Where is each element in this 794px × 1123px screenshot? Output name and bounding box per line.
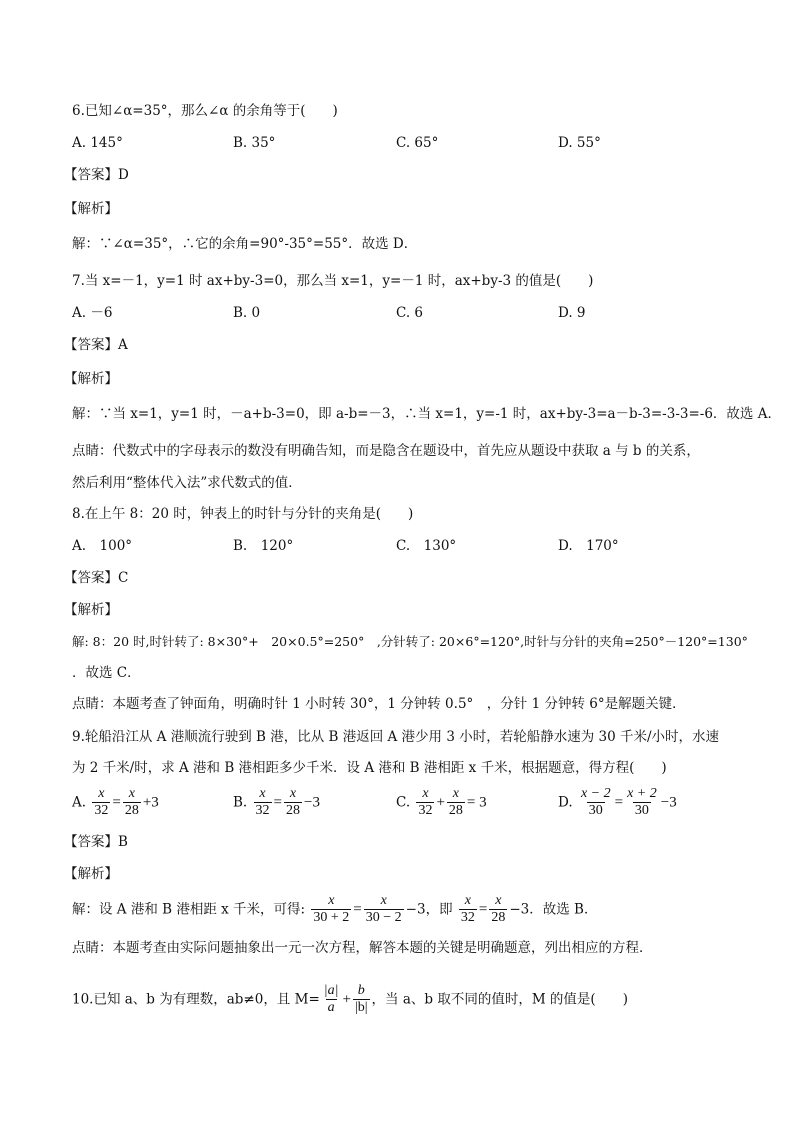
- q9-solution: 解：设 A 港和 B 港相距 x 千米，可得: $\frac{x}{30 + 2}$ = $\frac{x}{30 - 2}$ −3，即 $\frac{x}{32}$ = $\frac{x}{28}$ −3．故选 B．: [72, 893, 598, 925]
- q6-analysis-label: 【解析】: [64, 201, 118, 217]
- q6-option-c: C. 65°: [396, 135, 439, 151]
- question-7-stem: 7.当 x=－1，y=1 时 ax+by-3=0，那么当 x=1，y=－1 时，ax+by-3 的值是( ): [72, 273, 594, 289]
- q7-comment-line-1: 点睛：代数式中的字母表示的数没有明确告知，而是隐含在题设中，首先应从题设中获取 a 与 b 的关系，: [72, 443, 700, 459]
- q9-comment: 点睛：本题考查由实际问题抽象出一元一次方程，解答本题的关键是明确题意，列出相应的方程．: [72, 940, 653, 956]
- question-10-stem: 10.已知 a、b 为有理数，ab≠0，且 M= $\frac{|a|}{a}$ + $\frac{b}{|b|}$ ，当 a、b 取不同的值时，M 的值是( ): [72, 983, 628, 1015]
- fraction: $\frac{x}{28}$: [124, 786, 139, 818]
- fraction: $\frac{|a|}{a}$: [323, 983, 339, 1015]
- q8-option-d: D. 170°: [558, 538, 619, 554]
- question-6-stem: 6.已知∠α=35°，那么∠α 的余角等于( ): [72, 103, 338, 119]
- q8-answer: 【答案】C: [64, 570, 129, 586]
- q8-option-b: B. 120°: [233, 538, 294, 554]
- question-8-stem: 8.在上午 8：20 时，钟表上的时针与分针的夹角是( ): [72, 506, 414, 522]
- fraction: $\frac{b}{|b|}$: [354, 983, 368, 1015]
- question-9-stem-line-2: 为 2 千米/时，求 A 港和 B 港相距多少千米．设 A 港和 B 港相距 x 千米，根据题意，得方程( ): [72, 760, 667, 776]
- fraction: $\frac{x}{32}$: [418, 786, 433, 818]
- q9-option-a: A. $\frac{x}{32}$ = $\frac{x}{28}$ +3: [72, 786, 159, 818]
- q7-answer: 【答案】A: [64, 337, 128, 353]
- q9-answer: 【答案】B: [64, 834, 128, 850]
- q7-option-d: D. 9: [558, 305, 586, 321]
- q6-solution: 解：∵∠α=35°，∴它的余角=90°-35°=55°．故选 D．: [72, 236, 418, 252]
- fraction: $\frac{x}{30 - 2}$: [365, 893, 402, 925]
- q8-analysis-label: 【解析】: [64, 602, 118, 618]
- q6-answer: 【答案】D: [64, 167, 129, 183]
- q7-option-b: B. 0: [233, 305, 261, 321]
- fraction: $\frac{x}{28}$: [448, 786, 463, 818]
- q9-analysis-label: 【解析】: [64, 866, 118, 882]
- q9-option-d: D. $\frac{x - 2}{30}$ = $\frac{x + 2}{30}$ −3: [558, 786, 677, 818]
- q8-option-c: C. 130°: [396, 538, 457, 554]
- fraction: $\frac{x}{28}$: [285, 786, 300, 818]
- q7-option-c: C. 6: [396, 305, 424, 321]
- fraction: $\frac{x}{28}$: [491, 893, 506, 925]
- q9-option-b: B. $\frac{x}{32}$ = $\frac{x}{28}$ −3: [233, 786, 320, 818]
- q7-option-a: A. －6: [72, 305, 113, 321]
- question-9-stem-line-1: 9.轮船沿江从 A 港顺流行驶到 B 港，比从 B 港返回 A 港少用 3 小时，若轮船静水速为 30 千米/小时，水速: [72, 729, 720, 745]
- q8-comment: 点睛：本题考查了钟面角，明确时针 1 小时转 30°，1 分钟转 0.5° ，分针 1 分钟转 6°是解题关键．: [72, 696, 686, 712]
- q6-option-a: A. 145°: [72, 135, 123, 151]
- q8-solution-line-1: 解: 8：20 时,时针转了: 8×30°+ 20×0.5°=250° ,分针转了: 20×6°=120°,时针与分针的夹角=250°－120°=130°: [72, 634, 748, 649]
- q8-solution-line-2: ．故选 C．: [72, 665, 141, 681]
- q6-option-b: B. 35°: [233, 135, 276, 151]
- fraction: $\frac{x}{30 + 2}$: [313, 893, 350, 925]
- fraction: $\frac{x - 2}{30}$: [580, 786, 611, 818]
- q7-comment-line-2: 然后利用“整体代入法”求代数式的值．: [72, 475, 302, 491]
- q6-option-d: D. 55°: [558, 135, 601, 151]
- q8-option-a: A. 100°: [72, 538, 133, 554]
- fraction: $\frac{x}{32}$: [255, 786, 270, 818]
- q9-option-c: C. $\frac{x}{32}$ + $\frac{x}{28}$ = 3: [396, 786, 487, 818]
- fraction: $\frac{x + 2}{30}$: [627, 786, 657, 818]
- q7-solution: 解：∵当 x=1，y=1 时，－a+b-3=0，即 a-b=－3，∴当 x=1，y=-1 时，ax+by-3=a－b-3=-3-3=-6．故选 A．: [72, 406, 781, 422]
- q7-analysis-label: 【解析】: [64, 371, 118, 387]
- fraction: $\frac{x}{32}$: [94, 786, 109, 818]
- fraction: $\frac{x}{32}$: [460, 893, 475, 925]
